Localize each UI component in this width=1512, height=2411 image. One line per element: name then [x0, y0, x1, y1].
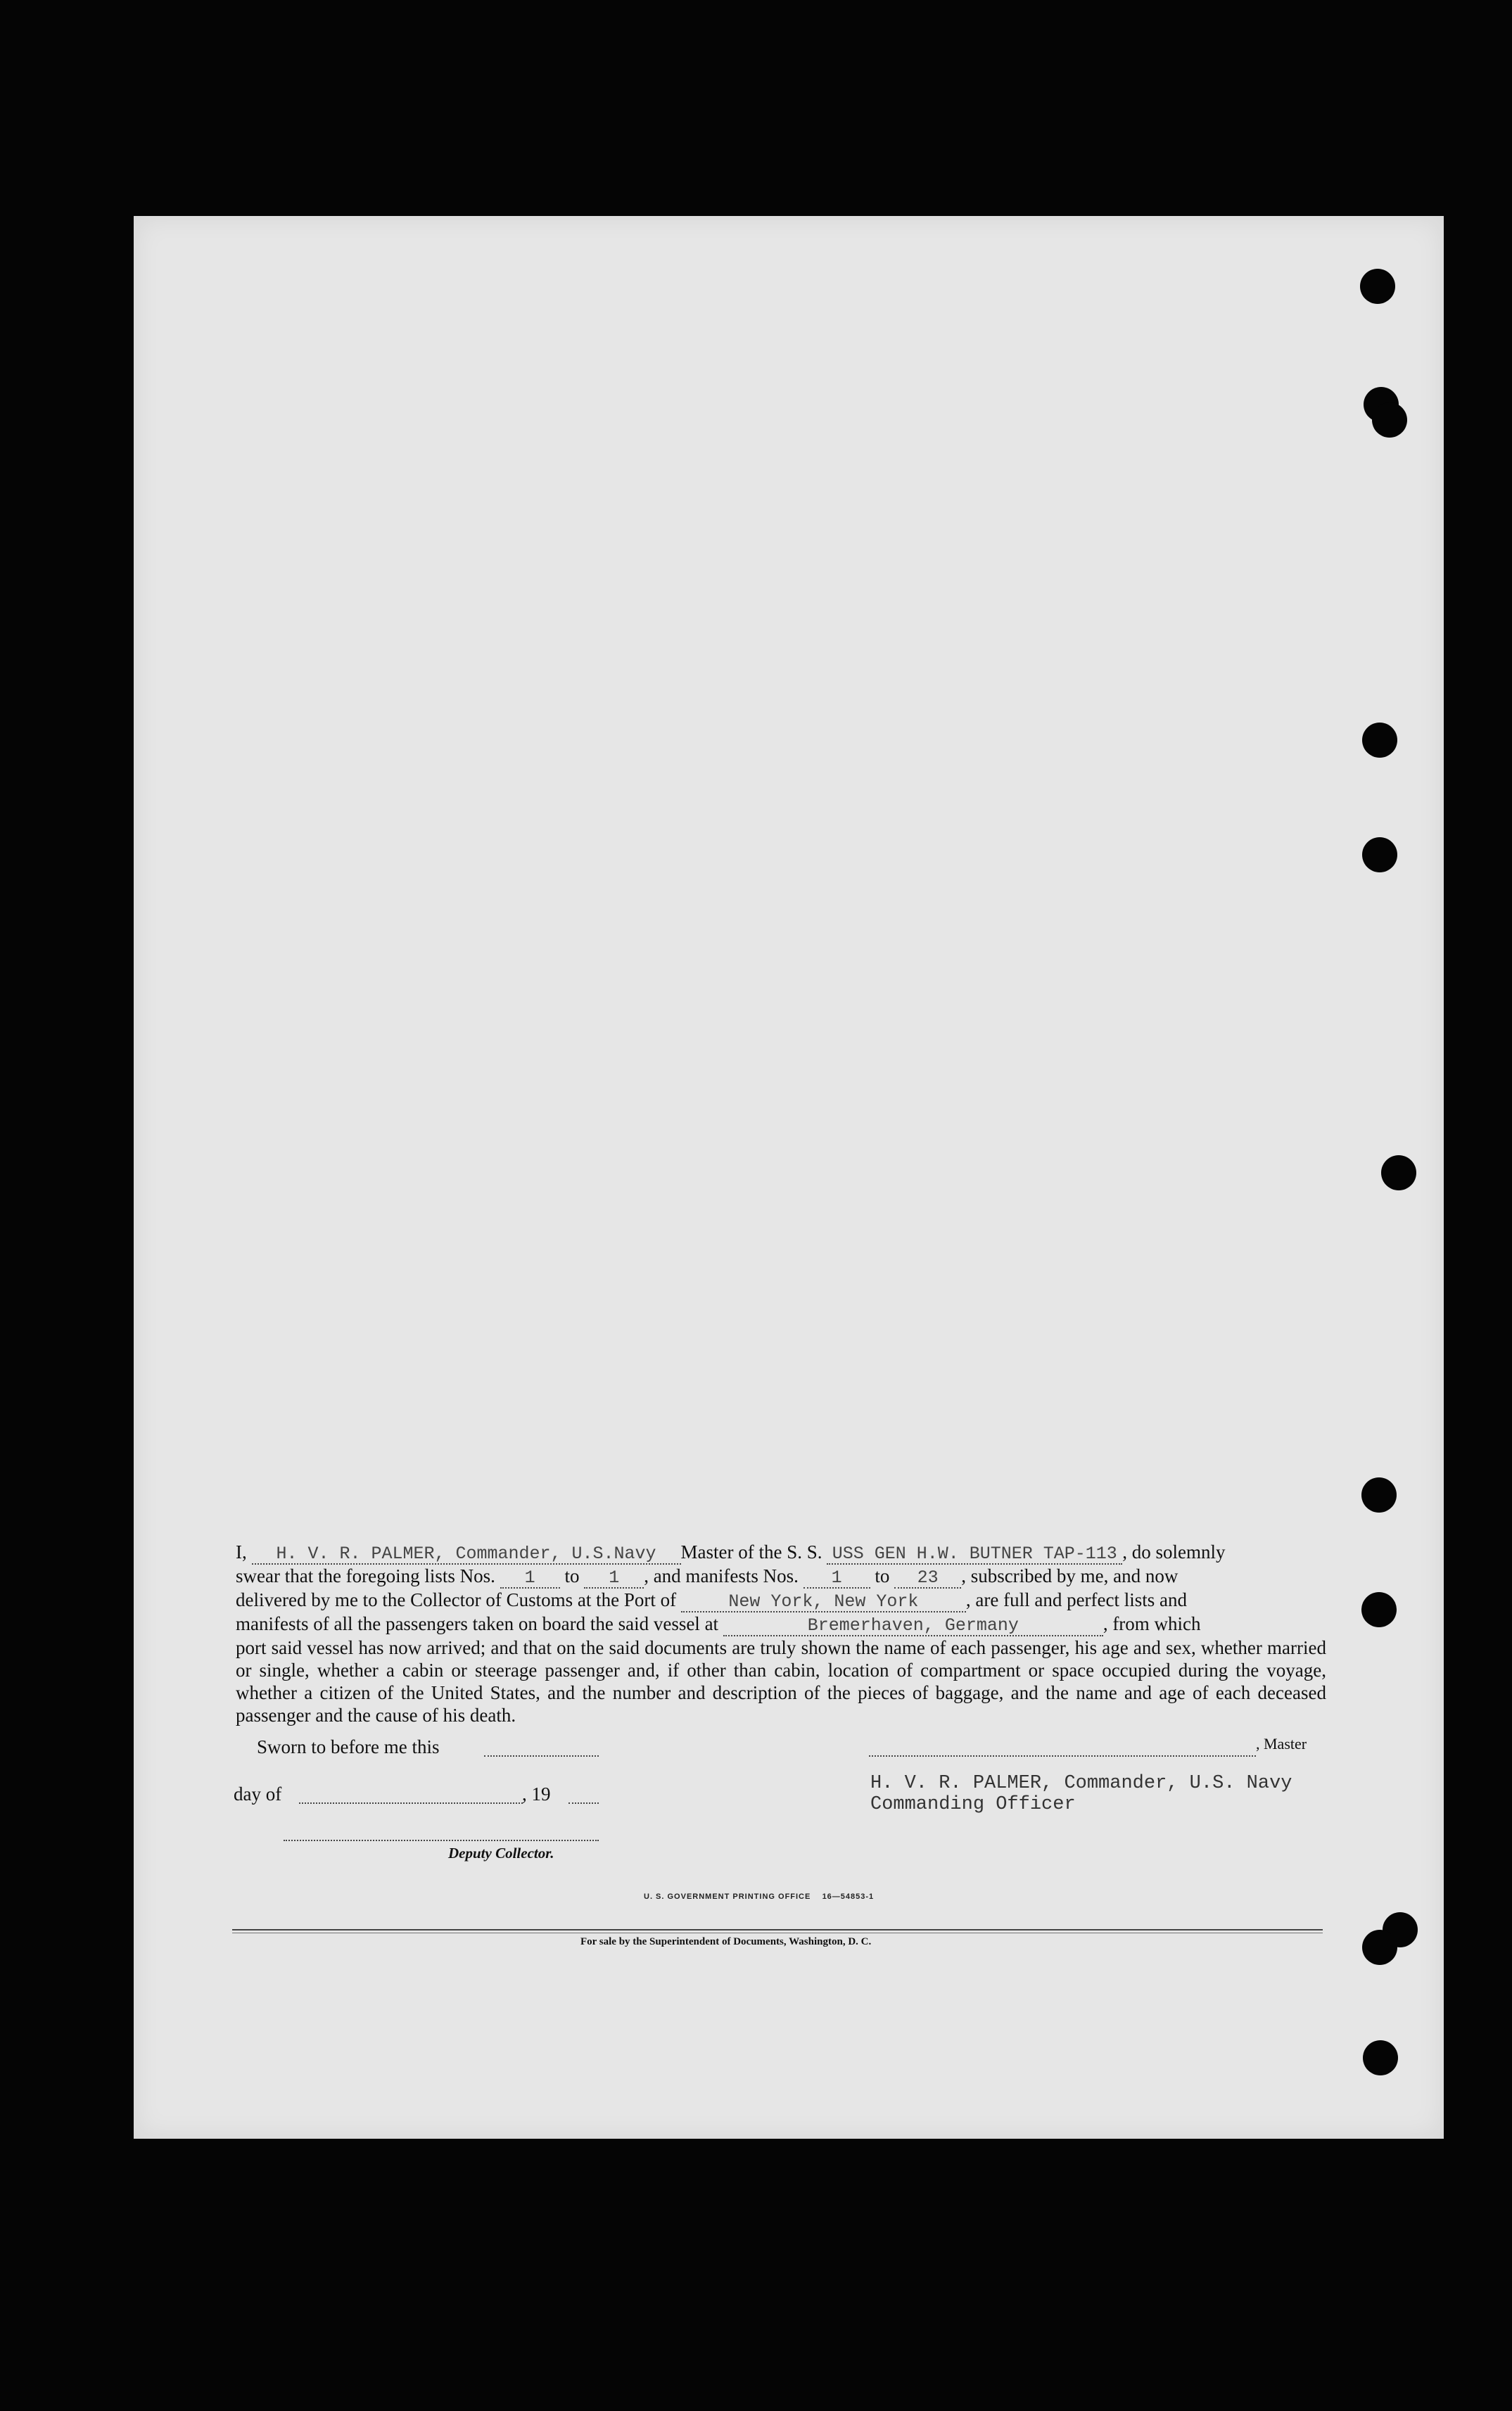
document-page [134, 216, 1444, 2139]
oath-line-2 [236, 1565, 1326, 1589]
typed-signature-block [870, 1773, 1292, 1815]
footer-rule [232, 1929, 1323, 1930]
oath-line-1 [236, 1541, 1326, 1565]
delivered-label: delivered by me to the Collector of Customs at the Port of [236, 1589, 677, 1610]
typed-name: H. V. R. PALMER, Commander, U.S. Navy [870, 1773, 1292, 1794]
punch-hole [1360, 269, 1395, 304]
full-perfect-label: , are full and perfect lists and [965, 1589, 1188, 1610]
year-prefix: , 19 [522, 1783, 551, 1805]
day-of-label: day of [234, 1783, 282, 1805]
for-sale-notice: For sale by the Superintendent of Documents, Washington, D. C. [580, 1936, 872, 1947]
punch-hole [1363, 2040, 1398, 2075]
deputy-collector-label: Deputy Collector. [448, 1845, 554, 1862]
oath-pronoun: I, [236, 1541, 247, 1563]
manifests-of-label: manifests of all the passengers taken on board the said vessel at [236, 1613, 719, 1634]
and-manifests-label: , and manifests Nos. [644, 1565, 799, 1586]
manifests-to-field: 23 [894, 1569, 961, 1589]
punch-hole [1381, 1155, 1416, 1190]
year-line [568, 1802, 599, 1804]
sworn-label: Sworn to before me this [257, 1736, 440, 1757]
do-solemnly-label: , do solemnly [1122, 1541, 1226, 1563]
bleed-through-text [352, 276, 363, 297]
sworn-date-line [484, 1755, 599, 1757]
punch-hole [1361, 1477, 1397, 1513]
to-label: to [564, 1565, 580, 1586]
to-label-2: to [875, 1565, 890, 1586]
swear-lists-label: swear that the foregoing lists Nos. [236, 1565, 495, 1586]
lists-to-field: 1 [584, 1569, 644, 1589]
master-suffix-label: , Master [1256, 1735, 1307, 1752]
day-of-line [299, 1802, 523, 1804]
deputy-signature-line [284, 1840, 599, 1841]
subscribed-label: , subscribed by me, and now [961, 1565, 1179, 1586]
oath-line-4 [236, 1612, 1326, 1636]
port-field: New York, New York [681, 1593, 966, 1612]
from-which-label: , from which [1103, 1613, 1201, 1634]
manifests-from-field: 1 [803, 1569, 870, 1589]
lists-from-field: 1 [500, 1569, 560, 1589]
punch-hole [1362, 1930, 1397, 1965]
typed-title: Commanding Officer [870, 1794, 1076, 1815]
printing-office-imprint: U. S. GOVERNMENT PRINTING OFFICE 16—54853-1 [644, 1892, 875, 1901]
oath-line-3 [236, 1589, 1326, 1612]
punch-hole [1372, 402, 1407, 438]
master-of-label: Master of the S. S. [680, 1541, 822, 1563]
master-signature-line [869, 1755, 1256, 1757]
oath-paragraph [236, 1541, 1326, 1726]
embark-port-field: Bremerhaven, Germany [723, 1617, 1103, 1636]
punch-hole [1361, 1592, 1397, 1627]
punch-hole [1362, 723, 1397, 758]
oath-body: port said vessel has now arrived; and that on the said documents are truly shown the name of each passenger, his age and sex, whether married or single, whether a cabin or steerage passenger and, if other than cabin, location of compartment or space occupied during the voyage, whether a citizen of the United States, and the number and description of the pieces of baggage, and the name and age of each deceased passenger and the cause of his death. [236, 1637, 1326, 1726]
punch-hole [1362, 837, 1397, 872]
ship-name-field: USS GEN H.W. BUTNER TAP-113 [827, 1545, 1122, 1565]
master-name-field: H. V. R. PALMER, Commander, U.S.Navy [252, 1545, 681, 1565]
